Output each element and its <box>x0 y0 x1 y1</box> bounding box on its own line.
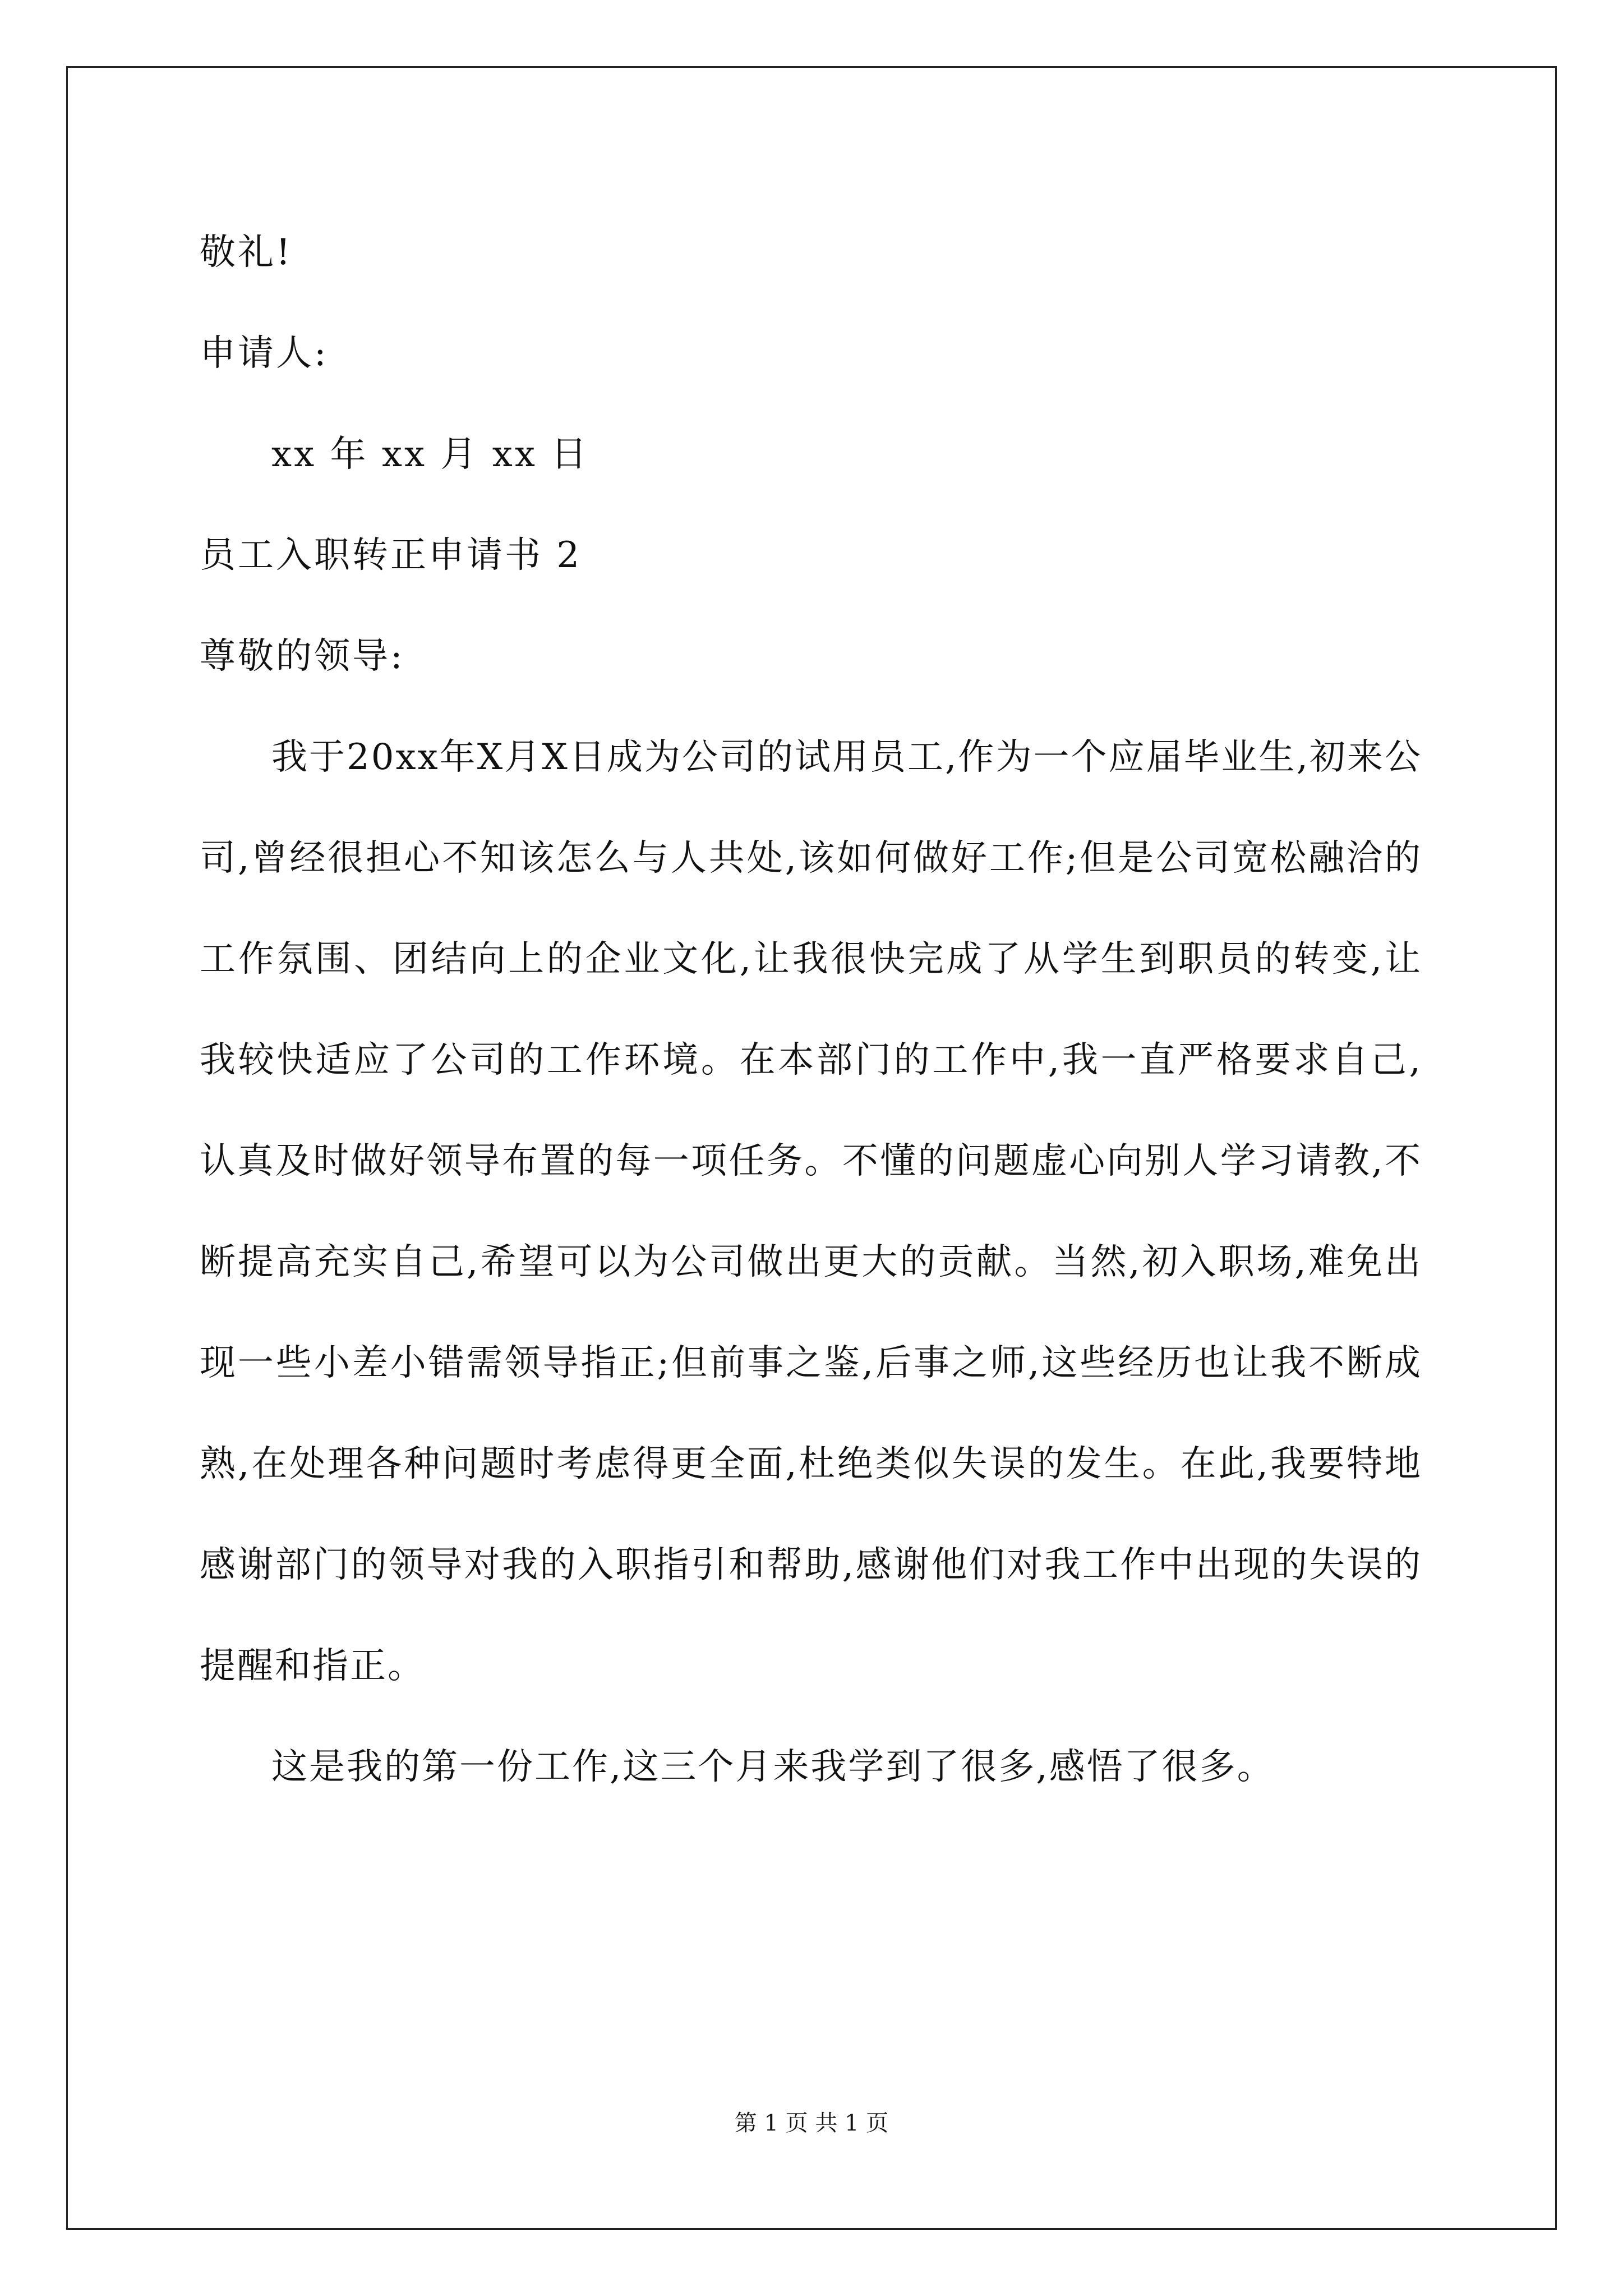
document-body <box>200 202 1422 1818</box>
applicant-label: 申请人: <box>200 333 329 374</box>
closing-line: 敬礼! <box>200 232 293 273</box>
date-line: xx 年 xx 月 xx 日 <box>271 434 589 475</box>
salutation: 尊敬的领导: <box>200 636 405 677</box>
page-footer: 第 1 页 共 1 页 <box>734 2110 889 2136</box>
body-paragraph-2: 这是我的第一份工作,这三个月来我学到了很多,感悟了很多。 <box>271 1746 1275 1788</box>
section-title: 员工入职转正申请书 2 <box>200 535 582 576</box>
body-paragraph-1: 我于20xx年X月X日成为公司的试用员工,作为一个应届毕业生,初来公司,曾经很担心不知该怎么与人共处,该如何做好工作;但是公司宽松融洽的工作氛围、团结向上的企业文化,让我很快完成了从学生到职员的转变,让我较快适应了公司的工作环境。在本部门的工作中,我一直严格要求自己,认真及时做好领导布置的每一项任务。不懂的问题虚心向别人学习请教,不断提高充实自己,希望可以为公司做出更大的贡献。当然,初入职场,难免出现一些小差小错需领导指正;但前事之鉴,后事之师,这些经历也让我不断成熟,在处理各种问题时考虑得更全面,杜绝类似失误的发生。在此,我要特地感谢部门的领导对我的入职指引和帮助,感谢他们对我工作中出现的失误的提醒和指正。 <box>200 737 1422 1687</box>
